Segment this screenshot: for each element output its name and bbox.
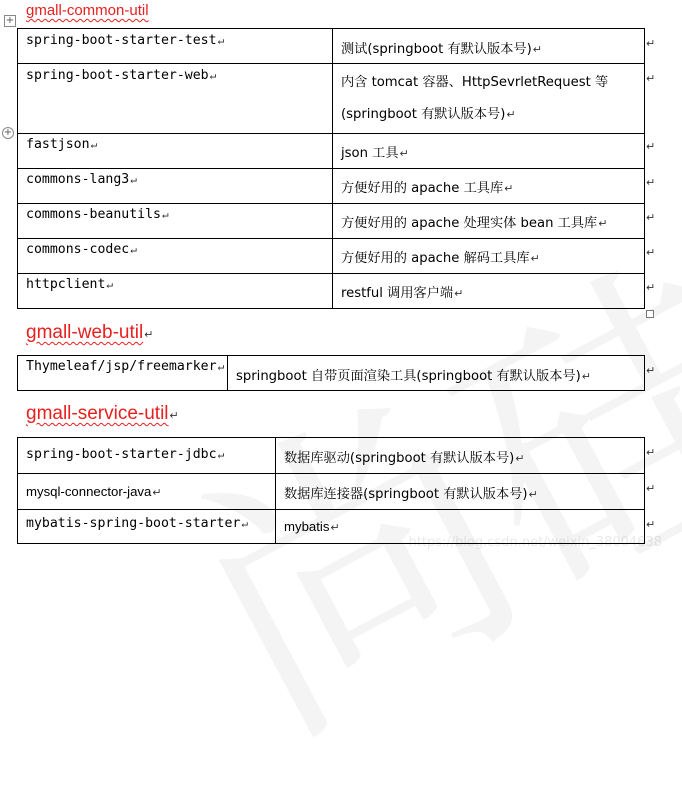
dependency-desc: 方便好用的 apache 工具库↵	[333, 169, 645, 204]
dependency-desc: 方便好用的 apache 处理实体 bean 工具库↵	[333, 204, 645, 239]
table-row	[18, 438, 645, 474]
table-row	[18, 510, 645, 544]
dependency-desc: restful 调用客户端↵	[333, 274, 645, 309]
dependency-name: commons-codec↵	[18, 239, 333, 274]
table-row	[18, 29, 645, 64]
dependency-name: fastjson↵	[18, 134, 333, 169]
end-of-row-mark: ↵	[646, 140, 656, 153]
dependency-desc: 方便好用的 apache 解码工具库↵	[333, 239, 645, 274]
end-of-row-mark: ↵	[646, 176, 656, 189]
dependency-desc: springboot 自带页面渲染工具(springboot 有默认版本号)↵	[228, 356, 645, 391]
heading-common-util: gmall-common-util	[26, 2, 149, 19]
dependency-name: mybatis-spring-boot-starter↵	[18, 510, 276, 544]
dependency-desc: 数据库连接器(springboot 有默认版本号)↵	[276, 474, 645, 510]
table-resize-handle[interactable]	[646, 310, 654, 318]
end-of-row-mark: ↵	[646, 446, 656, 459]
end-of-row-mark: ↵	[646, 281, 656, 294]
dependency-name: mysql-connector-java↵	[18, 474, 276, 510]
dependency-name: spring-boot-starter-jdbc↵	[18, 438, 276, 474]
end-of-row-mark: ↵	[646, 72, 656, 85]
dependency-name: spring-boot-starter-web↵	[18, 64, 333, 134]
end-of-row-mark: ↵	[646, 518, 656, 531]
dependency-name: commons-beanutils↵	[18, 204, 333, 239]
dependency-name: Thymeleaf/jsp/freemarker↵	[18, 356, 228, 391]
end-of-row-mark: ↵	[646, 246, 656, 259]
table-row	[18, 274, 645, 309]
dependency-desc: json 工具↵	[333, 134, 645, 169]
end-of-row-mark: ↵	[646, 364, 656, 377]
table-row	[18, 356, 645, 391]
table-row	[18, 134, 645, 169]
row-insert-handle[interactable]: +	[3, 127, 13, 138]
dependency-name: spring-boot-starter-test↵	[18, 29, 333, 64]
dependency-name: httpclient↵	[18, 274, 333, 309]
table-row	[18, 204, 645, 239]
dependency-desc: 测试(springboot 有默认版本号)↵	[333, 29, 645, 64]
web-util-table	[17, 355, 645, 391]
end-of-row-mark: ↵	[646, 482, 656, 495]
table-row	[18, 64, 645, 134]
dependency-desc: mybatis↵	[276, 510, 645, 544]
watermark-url: https://blog.csdn.net/weixin_38004638	[408, 535, 662, 550]
heading-service-util: gmall-service-util↵	[26, 403, 179, 424]
dependency-desc: 内含 tomcat 容器、HttpSevrletRequest 等 (springboot 有默认版本号)↵	[333, 64, 645, 134]
common-util-table	[17, 28, 645, 309]
dependency-desc: 数据库驱动(springboot 有默认版本号)↵	[276, 438, 645, 474]
end-of-row-mark: ↵	[646, 37, 656, 50]
heading-web-util: gmall-web-util↵	[26, 322, 154, 343]
table-row	[18, 169, 645, 204]
service-util-table	[17, 437, 645, 544]
table-row	[18, 474, 645, 510]
table-move-handle[interactable]: +	[5, 15, 15, 26]
table-row	[18, 239, 645, 274]
end-of-row-mark: ↵	[646, 211, 656, 224]
dependency-name: commons-lang3↵	[18, 169, 333, 204]
